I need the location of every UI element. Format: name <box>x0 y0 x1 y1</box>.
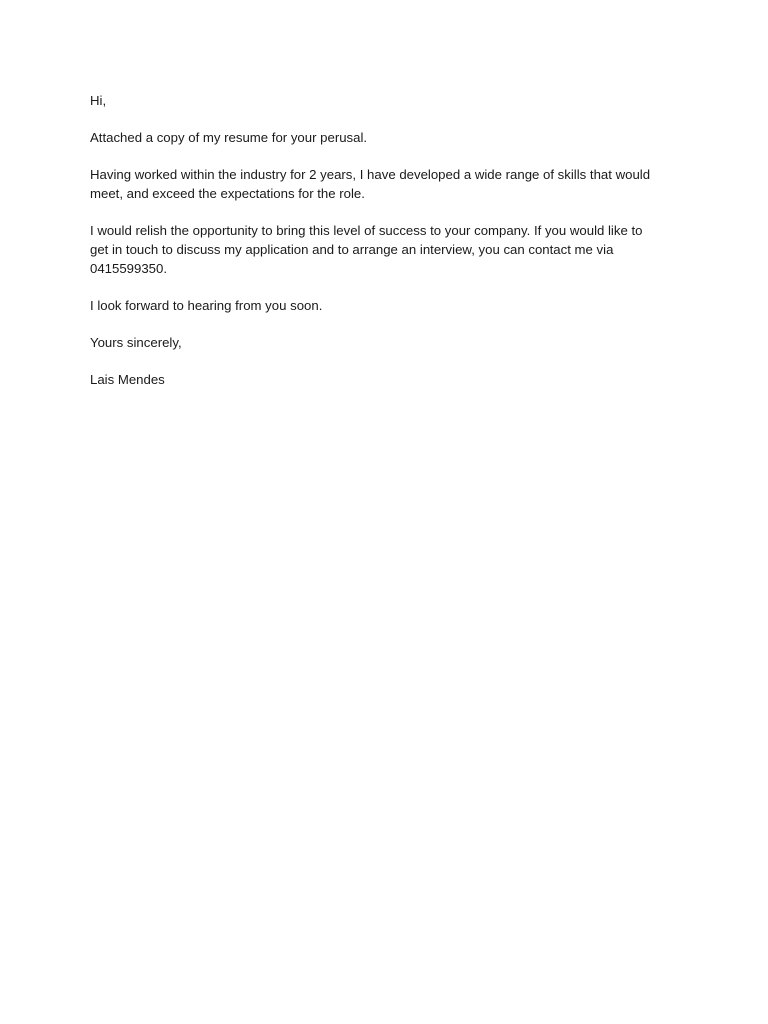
paragraph-line: I would relish the opportunity to bring this level of success to your company. If you would like to <box>90 223 643 238</box>
paragraph-closing-remark: I look forward to hearing from you soon. <box>90 298 323 313</box>
phone-number: 0415599350. <box>90 261 168 276</box>
paragraph-attachment: Attached a copy of my resume for your perusal. <box>90 130 368 145</box>
paragraph-contact <box>90 221 690 278</box>
paragraph-line: meet, and exceed the expectations for the role. <box>90 186 365 201</box>
signature-name: Lais Mendes <box>90 372 165 387</box>
paragraph-line: Having worked within the industry for 2 years, I have developed a wide range of skills that would <box>90 167 651 182</box>
greeting: Hi, <box>90 93 107 108</box>
paragraph-experience <box>90 165 690 203</box>
paragraph-line: get in touch to discuss my application and to arrange an interview, you can contact me via <box>90 242 614 257</box>
closing-salutation: Yours sincerely, <box>90 335 182 350</box>
letter-body <box>90 91 690 407</box>
